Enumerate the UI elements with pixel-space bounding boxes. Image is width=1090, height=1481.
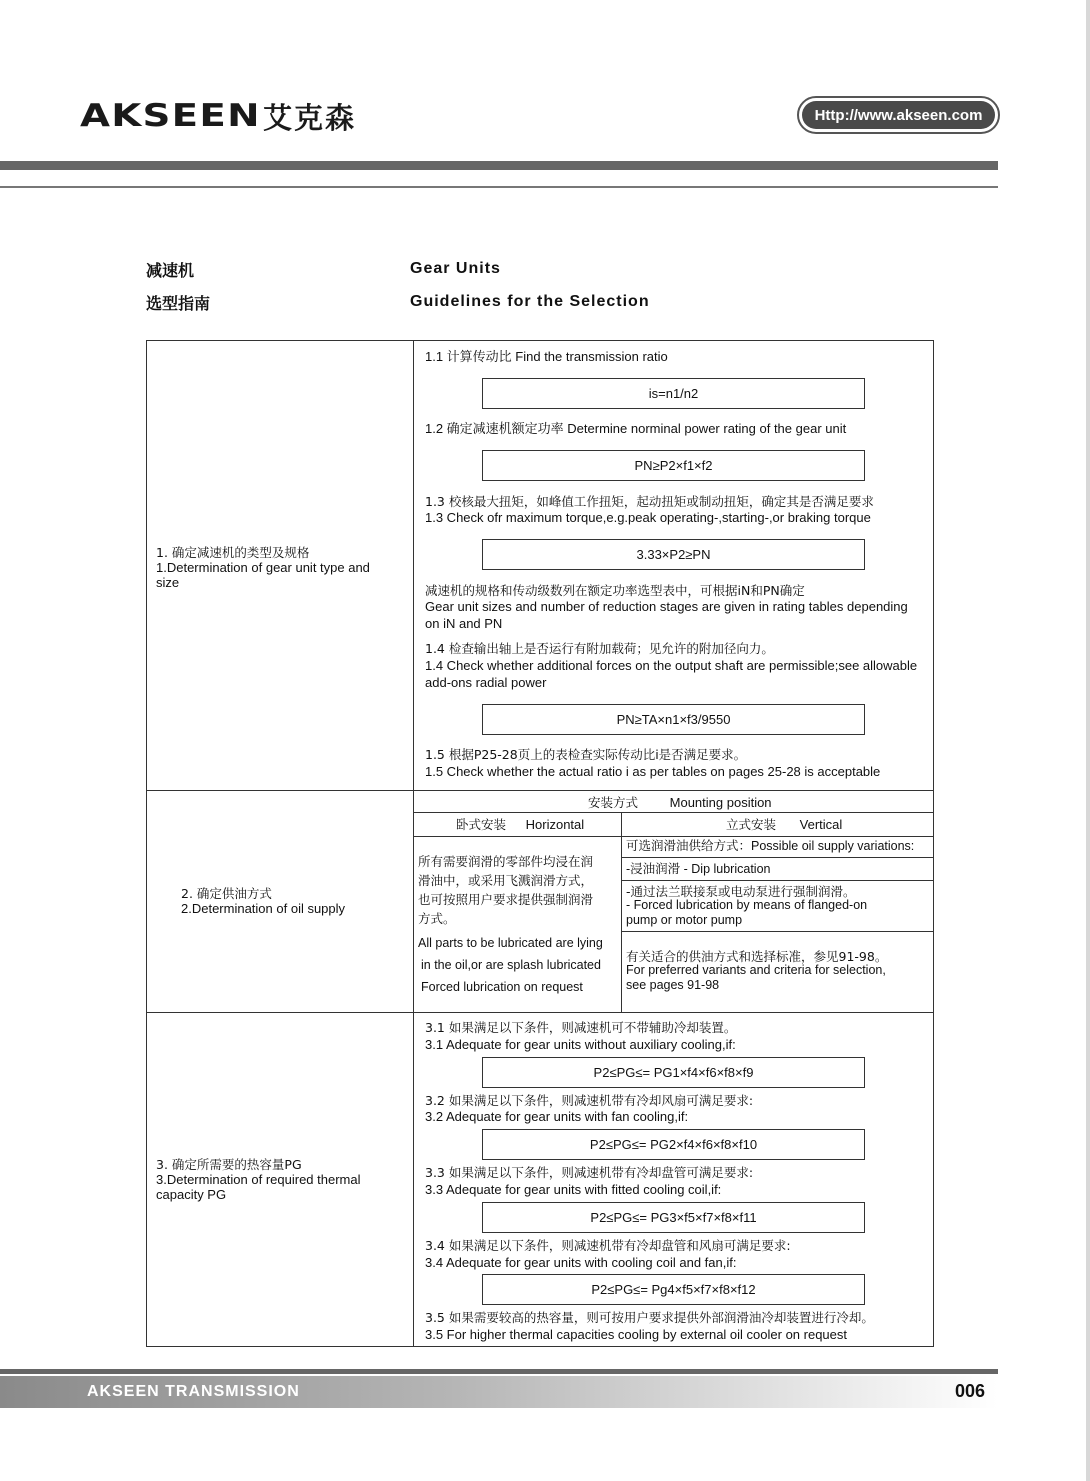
- step-3-2-cn: 3.2 如果满足以下条件，则减速机带有冷却风扇可满足要求:: [425, 1093, 754, 1108]
- section2-label: [181, 886, 345, 916]
- vertical-row-divider-2: [621, 880, 934, 881]
- header-divider-thin: [0, 186, 998, 188]
- step-1-4-en-line1: 1.4 Check whether additional forces on the output shaft are permissible;see allowable: [425, 658, 918, 673]
- footer-company-name: AKSEEN TRANSMISSION: [87, 1383, 300, 1400]
- formula-power-rating: PN≥P2×f1×f2: [482, 450, 865, 481]
- note-cn: 减速机的规格和传动级数列在额定功率选型表中，可根据iN和PN确定: [425, 583, 805, 598]
- forced-lubrication-cn: -通过法兰联接泵或电动泵进行强制润滑。: [626, 884, 856, 899]
- step-3-5-cn: 3.5 如果需要较高的热容量，则可按用户要求提供外部润滑油冷却装置进行冷却。: [425, 1310, 874, 1325]
- formula-coil-and-fan: P2≤PG≤= Pg4×f5×f7×f8×f12: [482, 1274, 865, 1305]
- title-cn-gear-units: 减速机: [146, 261, 195, 280]
- step-3-4-cn: 3.4 如果满足以下条件，则减速机带有冷却盘管和风扇可满足要求:: [425, 1238, 791, 1253]
- horizontal-en-line: in the oil,or are splash lubricated: [421, 958, 601, 972]
- step-1-3-en: 1.3 Check ofr maximum torque,e.g.peak operating-,starting-,or braking torque: [425, 510, 871, 525]
- formula-max-torque: 3.33×P2≥PN: [482, 539, 865, 570]
- section2-label-cn: 2. 确定供油方式: [181, 886, 272, 901]
- preferred-variants-en-line1: For preferred variants and criteria for selection,: [626, 963, 886, 977]
- step-1-1: 1.1 计算传动比 Find the transmission ratio: [425, 349, 668, 364]
- step-3-1-en: 3.1 Adequate for gear units without auxiliary cooling,if:: [425, 1037, 736, 1052]
- step-1-5-cn: 1.5 根据P25-28页上的表检查实际传动比i是否满足要求。: [425, 747, 747, 762]
- formula-cooling-coil: P2≤PG≤= PG3×f5×f7×f8×f11: [482, 1202, 865, 1233]
- horizontal-description-en: [418, 932, 603, 998]
- horizontal-en-line: All parts to be lubricated are lying: [418, 936, 603, 950]
- horizontal-cn: 卧式安装: [456, 817, 507, 832]
- step-3-1-cn: 3.1 如果满足以下条件，则减速机可不带辅助冷却装置。: [425, 1020, 737, 1035]
- step-3-5-en: 3.5 For higher thermal capacities cooling by external oil cooler on request: [425, 1327, 848, 1342]
- formula-transmission-ratio: is=n1/n2: [482, 378, 865, 409]
- section3-label-cn: 3. 确定所需要的热容量PG: [156, 1157, 302, 1172]
- preferred-variants-en-line2: see pages 91-98: [626, 978, 720, 992]
- row-divider-2: [146, 1012, 934, 1013]
- step-3-4-en: 3.4 Adequate for gear units with cooling coil and fan,if:: [425, 1255, 737, 1270]
- forced-lubrication-en-line2: pump or motor pump: [626, 913, 743, 927]
- section1-label-en1: 1.Determination of gear unit type and: [156, 560, 370, 575]
- section1-label: [156, 545, 370, 590]
- website-url-text[interactable]: Http://www.akseen.com: [802, 101, 995, 129]
- brand-logo: [80, 96, 356, 136]
- step-1-4-cn: 1.4 检查输出轴上是否运行有附加载荷；见允许的附加径向力。: [425, 641, 774, 656]
- formula-no-cooling: P2≤PG≤= PG1×f4×f6×f8×f9: [482, 1057, 865, 1088]
- mount-header-divider: [413, 812, 934, 813]
- website-url-badge[interactable]: [797, 96, 1000, 134]
- forced-lubrication-en-line1: - Forced lubrication by means of flanged-on: [626, 898, 868, 912]
- mount-subheader-divider: [413, 836, 934, 837]
- horizontal-cn-line: 滑油中，或采用飞溅润滑方式，: [418, 873, 594, 888]
- mounting-position-en: Mounting position: [669, 795, 772, 810]
- mounting-position-cn: 安装方式: [588, 795, 639, 810]
- section2-label-en: 2.Determination of oil supply: [181, 901, 346, 916]
- page-edge: [1086, 0, 1090, 1481]
- section1-label-cn: 1. 确定减速机的类型及规格: [156, 545, 310, 560]
- preferred-variants-cn: 有关适合的供油方式和选择标准，参见91-98。: [626, 949, 888, 964]
- header-divider-thick: [0, 161, 998, 170]
- horizontal-header: [456, 816, 584, 833]
- step-3-2-en: 3.2 Adequate for gear units with fan cooling,if:: [425, 1109, 689, 1124]
- horizontal-cn-line: 所有需要润滑的零部件均浸在润: [418, 854, 594, 869]
- title-en-selection-guide: Guidelines for the Selection: [410, 293, 650, 310]
- vertical-en: Vertical: [799, 817, 843, 832]
- section3-label: [156, 1157, 361, 1202]
- mounting-position-header: [588, 794, 772, 811]
- horizontal-en-line: Forced lubrication on request: [421, 980, 583, 994]
- logo-cn-text: 艾克森: [263, 100, 357, 135]
- row-divider-1: [146, 790, 934, 791]
- step-1-4-en-line2: add-ons radial power: [425, 675, 547, 690]
- oil-supply-variations: 可选润滑油供给方式：Possible oil supply variations:: [626, 839, 915, 853]
- step-1-5-en: 1.5 Check whether the actual ratio i as per tables on pages 25-28 is acceptable: [425, 764, 881, 779]
- step-3-3-en: 3.3 Adequate for gear units with fitted cooling coil,if:: [425, 1182, 722, 1197]
- formula-radial-force: PN≥TA×n1×f3/9550: [482, 704, 865, 735]
- horizontal-cn-line: 也可按照用户要求提供强制润滑: [418, 892, 594, 907]
- vertical-header: [726, 816, 842, 833]
- dip-lubrication: -浸油润滑 - Dip lubrication: [626, 862, 771, 876]
- logo-latin-text: AKSEEN: [80, 98, 261, 134]
- horizontal-description-cn: [418, 852, 593, 928]
- title-en-gear-units: Gear Units: [410, 260, 501, 277]
- page-number: 006: [955, 1381, 986, 1401]
- section3-label-en2: capacity PG: [156, 1187, 227, 1202]
- title-cn-selection-guide: 选型指南: [146, 294, 211, 313]
- section1-label-en2: size: [156, 575, 180, 590]
- horizontal-vertical-divider: [621, 812, 622, 1012]
- step-1-3-cn: 1.3 校核最大扭矩，如峰值工作扭矩，起动扭矩或制动扭矩，确定其是否满足要求: [425, 494, 874, 509]
- horizontal-cn-line: 方式。: [418, 911, 456, 926]
- section3-label-en1: 3.Determination of required thermal: [156, 1172, 361, 1187]
- vertical-row-divider-3: [621, 931, 934, 932]
- step-1-2: 1.2 确定减速机额定功率 Determine norminal power rating of the gear unit: [425, 421, 847, 436]
- table-column-divider: [413, 340, 414, 1347]
- vertical-row-divider-1: [621, 857, 934, 858]
- footer-divider: [0, 1369, 998, 1374]
- step-3-3-cn: 3.3 如果满足以下条件，则减速机带有冷却盘管可满足要求:: [425, 1165, 754, 1180]
- note-en-line2: on iN and PN: [425, 616, 503, 631]
- note-en-line1: Gear unit sizes and number of reduction stages are given in rating tables depending: [425, 599, 908, 614]
- horizontal-en: Horizontal: [525, 817, 585, 832]
- vertical-cn: 立式安装: [726, 817, 777, 832]
- formula-fan-cooling: P2≤PG≤= PG2×f4×f6×f8×f10: [482, 1129, 865, 1160]
